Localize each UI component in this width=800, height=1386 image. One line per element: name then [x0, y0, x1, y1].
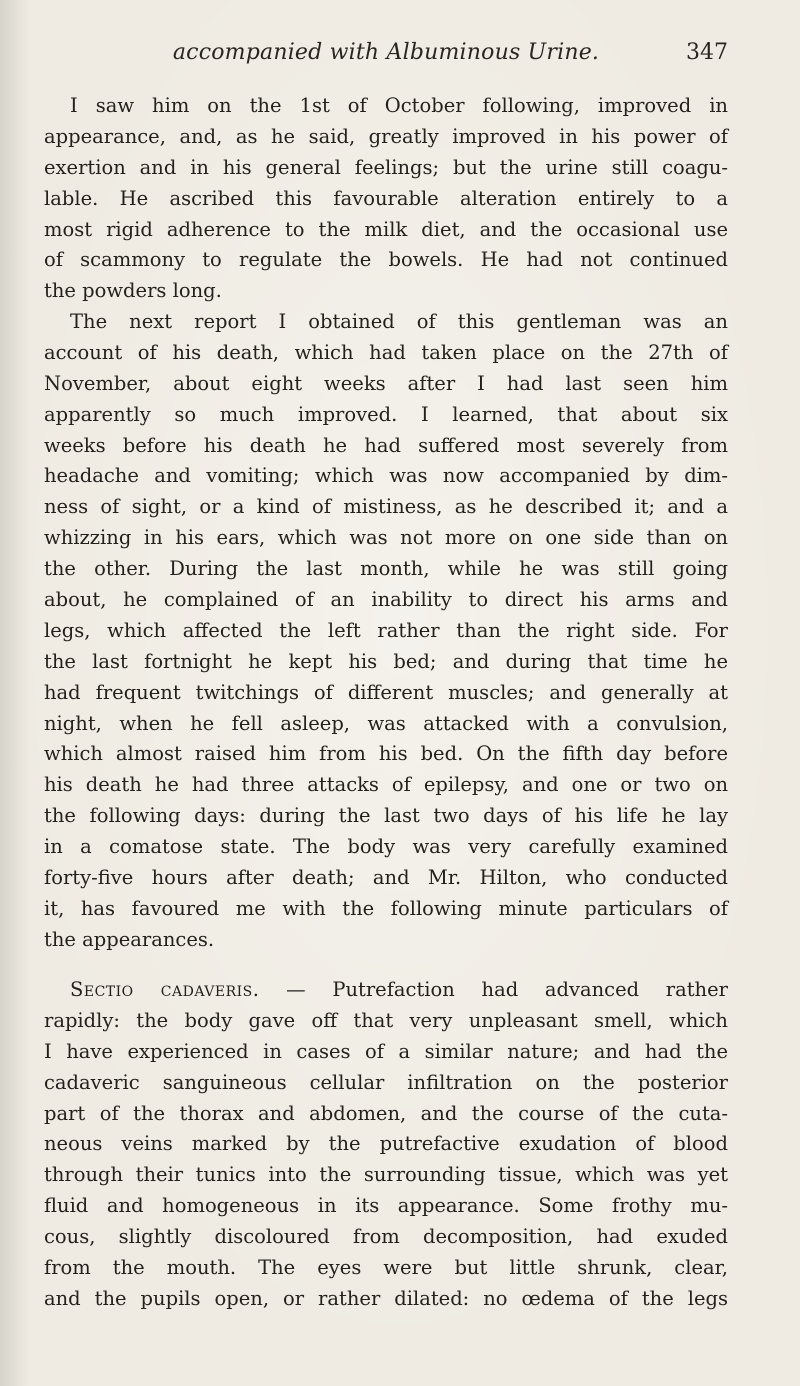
text-line: cous, slightly discoloured from decomposition, had exuded: [44, 1225, 728, 1249]
text-line: legs, which affected the left rather than the right side. For: [44, 618, 728, 642]
text-line: headache and vomiting; which was now accompanied by dim-: [44, 464, 728, 488]
section-heading: Sectio cadaveris.: [70, 978, 260, 1001]
paragraph-2: [44, 307, 728, 956]
text-line: his death he had three attacks of epilepsy, and one or two on: [44, 773, 728, 797]
text-line: in a comatose state. The body was very carefully examined: [44, 835, 728, 859]
text-line: of scammony to regulate the bowels. He had not continued: [44, 248, 728, 272]
text-line: the powders long.: [44, 279, 222, 303]
text-line: appearance, and, as he said, greatly improved in his power of: [44, 124, 728, 148]
text-line: part of the thorax and abdomen, and the course of the cuta-: [44, 1101, 728, 1125]
text-line: most rigid adherence to the milk diet, and the occasional use: [44, 217, 728, 241]
text-line: fluid and homogeneous in its appearance. Some frothy mu-: [44, 1194, 728, 1218]
text-line: through their tunics into the surrounding tissue, which was yet: [44, 1163, 728, 1187]
text-line: it, has favoured me with the following minute particulars of: [44, 896, 728, 920]
text-line: about, he complained of an inability to direct his arms and: [44, 588, 728, 612]
text-line: weeks before his death he had suffered most severely from: [44, 433, 728, 457]
text-line: night, when he fell asleep, was attacked with a convulsion,: [44, 711, 728, 735]
text-line: November, about eight weeks after I had last seen him: [44, 371, 728, 395]
text-line: rapidly: the body gave off that very unpleasant smell, which: [44, 1008, 728, 1032]
text-line: neous veins marked by the putrefactive exudation of blood: [44, 1132, 728, 1156]
text-line: whizzing in his ears, which was not more on one side than on: [44, 526, 728, 550]
text-line: lable. He ascribed this favourable alteration entirely to a: [44, 186, 728, 210]
text-line: exertion and in his general feelings; but the urine still coagu-: [44, 155, 728, 179]
text-line: and the pupils open, or rather dilated: no œdema of the legs: [44, 1286, 728, 1310]
text-line: The next report I obtained of this gentleman was an: [70, 310, 728, 333]
text-line: I saw him on the 1st of October following, improved in: [70, 94, 728, 117]
running-head: [44, 40, 728, 80]
text-line: account of his death, which had taken place on the 27th of: [44, 340, 728, 364]
text-line: which almost raised him from his bed. On the fifth day before: [44, 742, 728, 766]
text-line: the other. During the last month, while he was still going: [44, 557, 728, 581]
paragraph-1: [44, 91, 728, 307]
text-line: the following days: during the last two days of his life he lay: [44, 804, 728, 828]
text-line: ness of sight, or a kind of mistiness, as he described it; and a: [44, 495, 728, 519]
text-line: from the mouth. The eyes were but little shrunk, clear,: [44, 1256, 728, 1280]
text-line: the last fortnight he kept his bed; and during that time he: [44, 649, 728, 673]
text-line-rest: — Putrefaction had advanced rather: [259, 978, 728, 1001]
page-number: 347: [686, 40, 728, 65]
running-title: accompanied with Albuminous Urine.: [172, 40, 600, 65]
text-line: [44, 975, 728, 1006]
text-line: forty-five hours after death; and Mr. Hilton, who conducted: [44, 866, 728, 890]
paragraph-3: [44, 975, 728, 1315]
text-line: the appearances.: [44, 927, 215, 951]
text-line: apparently so much improved. I learned, that about six: [44, 402, 728, 426]
text-line: had frequent twitchings of different muscles; and generally at: [44, 680, 728, 704]
text-line: cadaveric sanguineous cellular infiltration on the posterior: [44, 1070, 728, 1094]
text-line: I have experienced in cases of a similar nature; and had the: [44, 1039, 728, 1063]
